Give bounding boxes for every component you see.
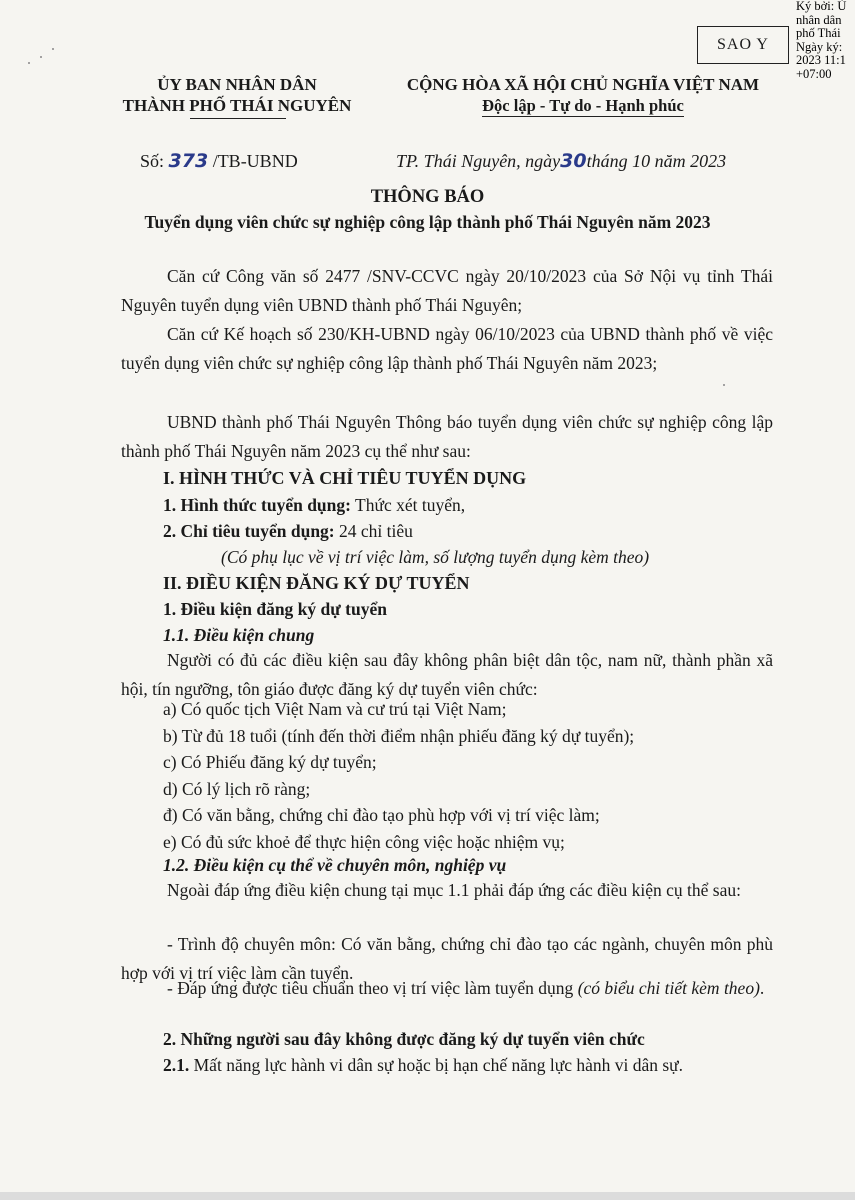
condition-item: e) Có đủ sức khoẻ để thực hiện công việc hoặc nhiệm vụ;: [163, 831, 565, 852]
document-title: THÔNG BÁO: [370, 187, 485, 207]
condition-item: a) Có quốc tịch Việt Nam và cư trú tại Việt Nam;: [163, 699, 507, 719]
section-1-heading: I. HÌNH THỨC VÀ CHỈ TIÊU TUYỂN DỤNG: [163, 468, 527, 488]
motto-line: Độc lập - Tự do - Hạnh phúc: [482, 96, 684, 115]
document-date: TP. Thái Nguyên, ngày30tháng 10 năm 2023: [396, 150, 727, 172]
condition-item: b) Từ đủ 18 tuổi (tính đến thời điểm nhận phiếu đăng ký dự tuyển);: [163, 725, 635, 746]
recruitment-quota: 2. Chỉ tiêu tuyển dụng: 24 chỉ tiêu: [163, 521, 413, 541]
scan-speck: [723, 384, 725, 386]
issuer-name: [108, 74, 366, 116]
section-2-heading: II. ĐIỀU KIỆN ĐĂNG KÝ DỰ TUYỂN: [163, 573, 470, 593]
document-subtitle: Tuyển dụng viên chức sự nghiệp công lập thành phố Thái Nguyên năm 2023: [144, 212, 711, 232]
subsection-1-2-heading: 1.2. Điều kiện cụ thể về chuyên môn, nghiệp vụ: [163, 855, 507, 875]
condition-item: c) Có Phiếu đăng ký dự tuyển;: [163, 752, 377, 772]
issuer-line-1: ỦY BAN NHÂN DÂN: [157, 75, 317, 94]
paragraph-basis-1: Căn cứ Công văn số 2477 /SNV-CCVC ngày 20/10/2023 của Sở Nội vụ tỉnh Thái Nguyên tuyển dụng viên UBND thành phố Thái Nguyên;: [121, 266, 773, 315]
scan-speck: [40, 56, 42, 58]
scan-speck: [28, 62, 30, 64]
subsection-1-1-heading: 1.1. Điều kiện chung: [163, 625, 315, 645]
condition-item: đ) Có văn bằng, chứng chỉ đào tạo phù hợp với vị trí việc làm;: [163, 805, 600, 825]
general-conditions-list: [163, 696, 634, 855]
scan-speck: [52, 48, 54, 50]
specific-condition-qualification: - Trình độ chuyên môn: Có văn bằng, chứng chỉ đào tạo các ngành, chuyên môn phù hợp với vị trí việc làm cần tuyển.: [121, 934, 773, 983]
subsection-2-heading: 2. Những người sau đây không được đăng ký dự tuyển viên chức: [163, 1029, 645, 1049]
appendix-note: (Có phụ lục về vị trí việc làm, số lượng tuyển dụng kèm theo): [221, 547, 650, 567]
general-conditions-intro: Người có đủ các điều kiện sau đây không phân biệt dân tộc, nam nữ, thành phần xã hội, tín ngưỡng, tôn giáo được đăng ký dự tuyển viên chức:: [121, 650, 773, 699]
scan-bottom-edge: [0, 1192, 855, 1200]
handwritten-number: 373: [168, 150, 209, 172]
paragraph-announcement: UBND thành phố Thái Nguyên Thông báo tuyển dụng viên chức sự nghiệp công lập thành phố Thái Nguyên năm 2023 cụ thể như sau:: [121, 412, 773, 461]
issuer-underline: [190, 118, 286, 119]
issuer-line-2: THÀNH PHỐ THÁI NGUYÊN: [122, 96, 352, 115]
country-name: CỘNG HÒA XÃ HỘI CHỦ NGHĨA VIỆT NAM: [406, 75, 760, 94]
copy-stamp: SAO Y: [697, 26, 789, 64]
condition-item: d) Có lý lịch rõ ràng;: [163, 778, 311, 799]
subsection-1-heading: 1. Điều kiện đăng ký dự tuyển: [163, 599, 387, 619]
paragraph-basis-2: Căn cứ Kế hoạch số 230/KH-UBND ngày 06/10/2023 của UBND thành phố về việc tuyển dụng viên chức sự nghiệp công lập thành phố Thái Nguyên năm 2023;: [121, 324, 773, 373]
digital-signature-note: Ký bởi: Ủ nhân dân phố Thái Ngày ký: 2023 11:1 +07:00: [796, 0, 847, 81]
recruitment-form: 1. Hình thức tuyển dụng: Thức xét tuyển,: [163, 495, 466, 515]
exclusion-item-2-1: 2.1. Mất năng lực hành vi dân sự hoặc bị hạn chế năng lực hành vi dân sự.: [163, 1055, 684, 1075]
handwritten-day: 30: [560, 150, 587, 172]
document-number: Số: 373 /TB-UBND: [140, 150, 298, 172]
specific-condition-standard: - Đáp ứng được tiêu chuẩn theo vị trí việc làm tuyển dụng (có biểu chi tiết kèm theo).: [167, 978, 765, 998]
specific-conditions-intro: Ngoài đáp ứng điều kiện chung tại mục 1.1 phải đáp ứng các điều kiện cụ thể sau:: [167, 880, 741, 900]
national-motto: [384, 74, 782, 116]
